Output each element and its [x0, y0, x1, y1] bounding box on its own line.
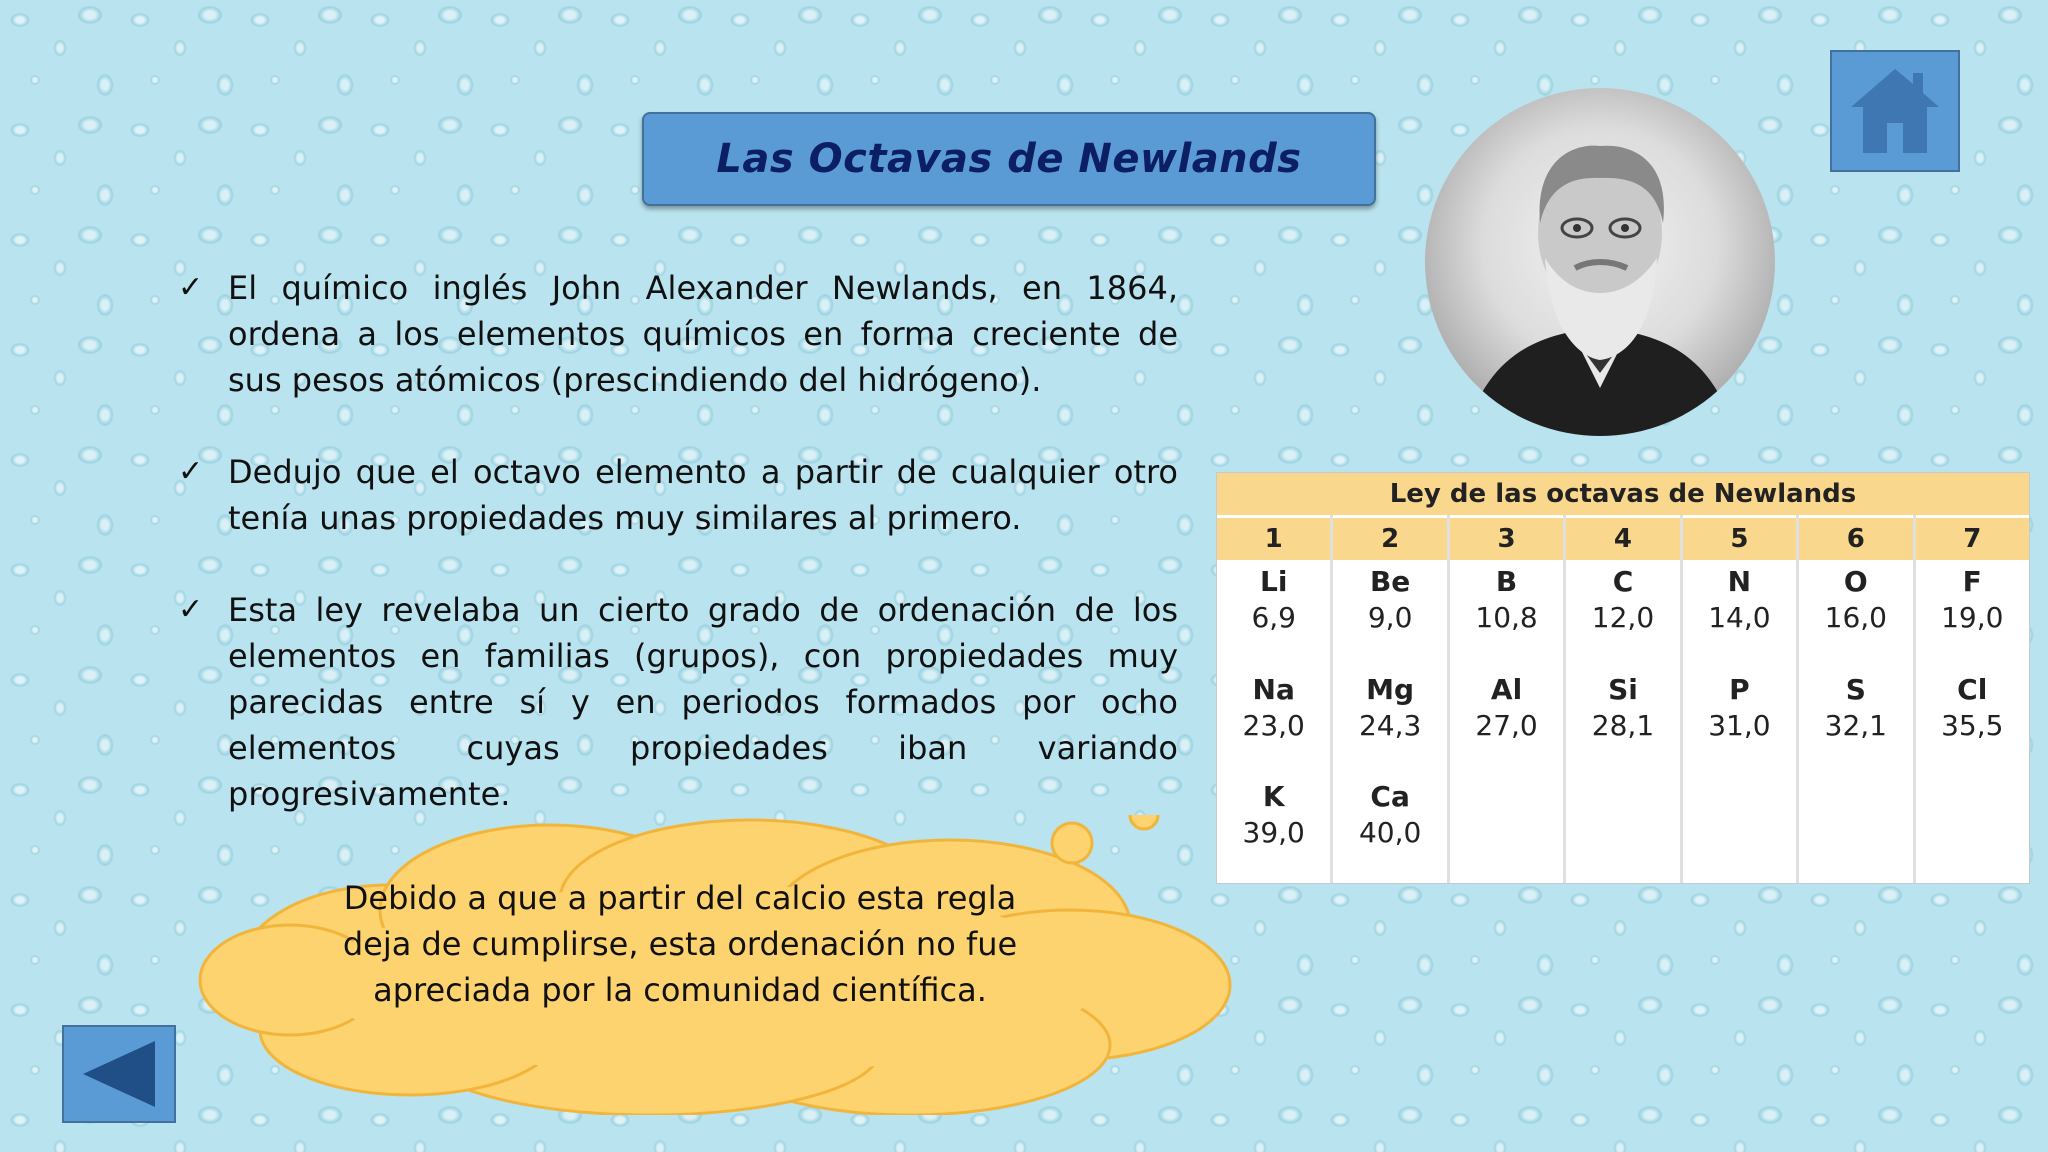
element-symbol: O: [1843, 565, 1868, 599]
table-cell: [1333, 668, 1446, 776]
table-cell: [1450, 668, 1563, 776]
element-symbol: N: [1727, 565, 1752, 599]
check-icon: ✓: [178, 270, 204, 305]
slide-title: Las Octavas de Newlands: [716, 136, 1302, 182]
table-column-6: [1799, 515, 1915, 883]
portrait-illustration: [1425, 88, 1775, 436]
element-symbol: K: [1262, 780, 1285, 814]
element-symbol: Be: [1369, 565, 1411, 599]
element-symbol: Ca: [1370, 780, 1410, 814]
table-cell: [1683, 775, 1796, 883]
table-column-3: [1450, 515, 1566, 883]
atomic-weight: 14,0: [1708, 601, 1771, 635]
check-icon: ✓: [178, 592, 204, 627]
table-cell: [1333, 560, 1446, 668]
atomic-weight: 28,1: [1591, 708, 1655, 742]
table-cell: [1683, 560, 1796, 668]
octaves-table: [1216, 472, 2030, 884]
atomic-weight: 19,0: [1941, 601, 2004, 635]
table-cell: [1799, 560, 1912, 668]
atomic-weight: 23,0: [1242, 708, 1305, 742]
element-symbol: Si: [1608, 672, 1638, 706]
table-cell: [1333, 775, 1446, 883]
bullet-text: Esta ley revelaba un cierto grado de ordenación de los elementos en familias (grupos), con propiedades muy parecidas entre sí y en periodos formados por ocho elementos cuyas propiedades iban variando progresivamente.: [228, 591, 1178, 813]
bullet-text: El químico inglés John Alexander Newlands, en 1864, ordena a los elementos químicos en forma creciente de sus pesos atómicos (prescindiendo del hidrógeno).: [228, 269, 1178, 399]
bullet-text: Dedujo que el octavo elemento a partir de cualquier otro tenía unas propiedades muy similares al primero.: [228, 453, 1178, 537]
column-header: 6: [1799, 515, 1912, 560]
table-cell: [1566, 775, 1679, 883]
atomic-weight: 12,0: [1591, 601, 1655, 635]
element-symbol: S: [1845, 672, 1866, 706]
table-cell: [1217, 668, 1330, 776]
table-column-5: [1683, 515, 1799, 883]
bullet-list: [178, 265, 1178, 863]
element-symbol: Cl: [1957, 672, 1988, 706]
bullet-item: [178, 587, 1178, 817]
table-cell: [1916, 560, 2029, 668]
table-cell: [1217, 560, 1330, 668]
title-banner: [642, 112, 1376, 206]
column-header: 7: [1916, 515, 2029, 560]
atomic-weight: 39,0: [1242, 816, 1305, 850]
bullet-item: [178, 265, 1178, 403]
table-cell: [1916, 668, 2029, 776]
element-symbol: P: [1729, 672, 1750, 706]
atomic-weight: 10,8: [1475, 601, 1538, 635]
table-cell: [1799, 668, 1912, 776]
table-column-2: [1333, 515, 1449, 883]
table-cell: [1799, 775, 1912, 883]
table-cell: [1450, 775, 1563, 883]
newlands-portrait: [1425, 88, 1775, 436]
atomic-weight: 24,3: [1358, 708, 1422, 742]
atomic-weight: 27,0: [1475, 708, 1538, 742]
element-symbol: Al: [1490, 672, 1523, 706]
back-arrow-icon: [79, 1039, 159, 1109]
table-cell: [1450, 560, 1563, 668]
home-icon: [1847, 65, 1943, 157]
column-header: 1: [1217, 515, 1330, 560]
cloud-note: Debido a que a partir del calcio esta regla deja de cumplirse, esta ordenación no fue apreciada por la comunidad científica.: [342, 879, 1018, 1009]
home-button[interactable]: [1830, 50, 1960, 172]
table-cell: [1566, 668, 1679, 776]
element-symbol: Na: [1252, 672, 1295, 706]
column-header: 2: [1333, 515, 1446, 560]
element-symbol: Li: [1259, 565, 1288, 599]
atomic-weight: 32,1: [1824, 708, 1887, 742]
element-symbol: F: [1962, 565, 1982, 599]
table-column-7: [1916, 515, 2029, 883]
element-symbol: B: [1495, 565, 1518, 599]
atomic-weight: 16,0: [1824, 601, 1887, 635]
atomic-weight: 35,5: [1941, 708, 2004, 742]
table-title: Ley de las octavas de Newlands: [1217, 473, 2029, 515]
bullet-item: [178, 449, 1178, 541]
table-column-4: [1566, 515, 1682, 883]
atomic-weight: 9,0: [1367, 601, 1413, 635]
table-cell: [1683, 668, 1796, 776]
atomic-weight: 31,0: [1708, 708, 1771, 742]
element-symbol: Mg: [1366, 672, 1415, 706]
table-cell: [1566, 560, 1679, 668]
atomic-weight: 6,9: [1251, 601, 1296, 635]
table-cell: [1916, 775, 2029, 883]
column-header: 5: [1683, 515, 1796, 560]
element-symbol: C: [1612, 565, 1634, 599]
back-button[interactable]: [62, 1025, 176, 1123]
column-header: 3: [1450, 515, 1563, 560]
column-header: 4: [1566, 515, 1679, 560]
atomic-weight: 40,0: [1358, 816, 1422, 850]
table-grid: [1217, 515, 2029, 883]
check-icon: ✓: [178, 454, 204, 489]
